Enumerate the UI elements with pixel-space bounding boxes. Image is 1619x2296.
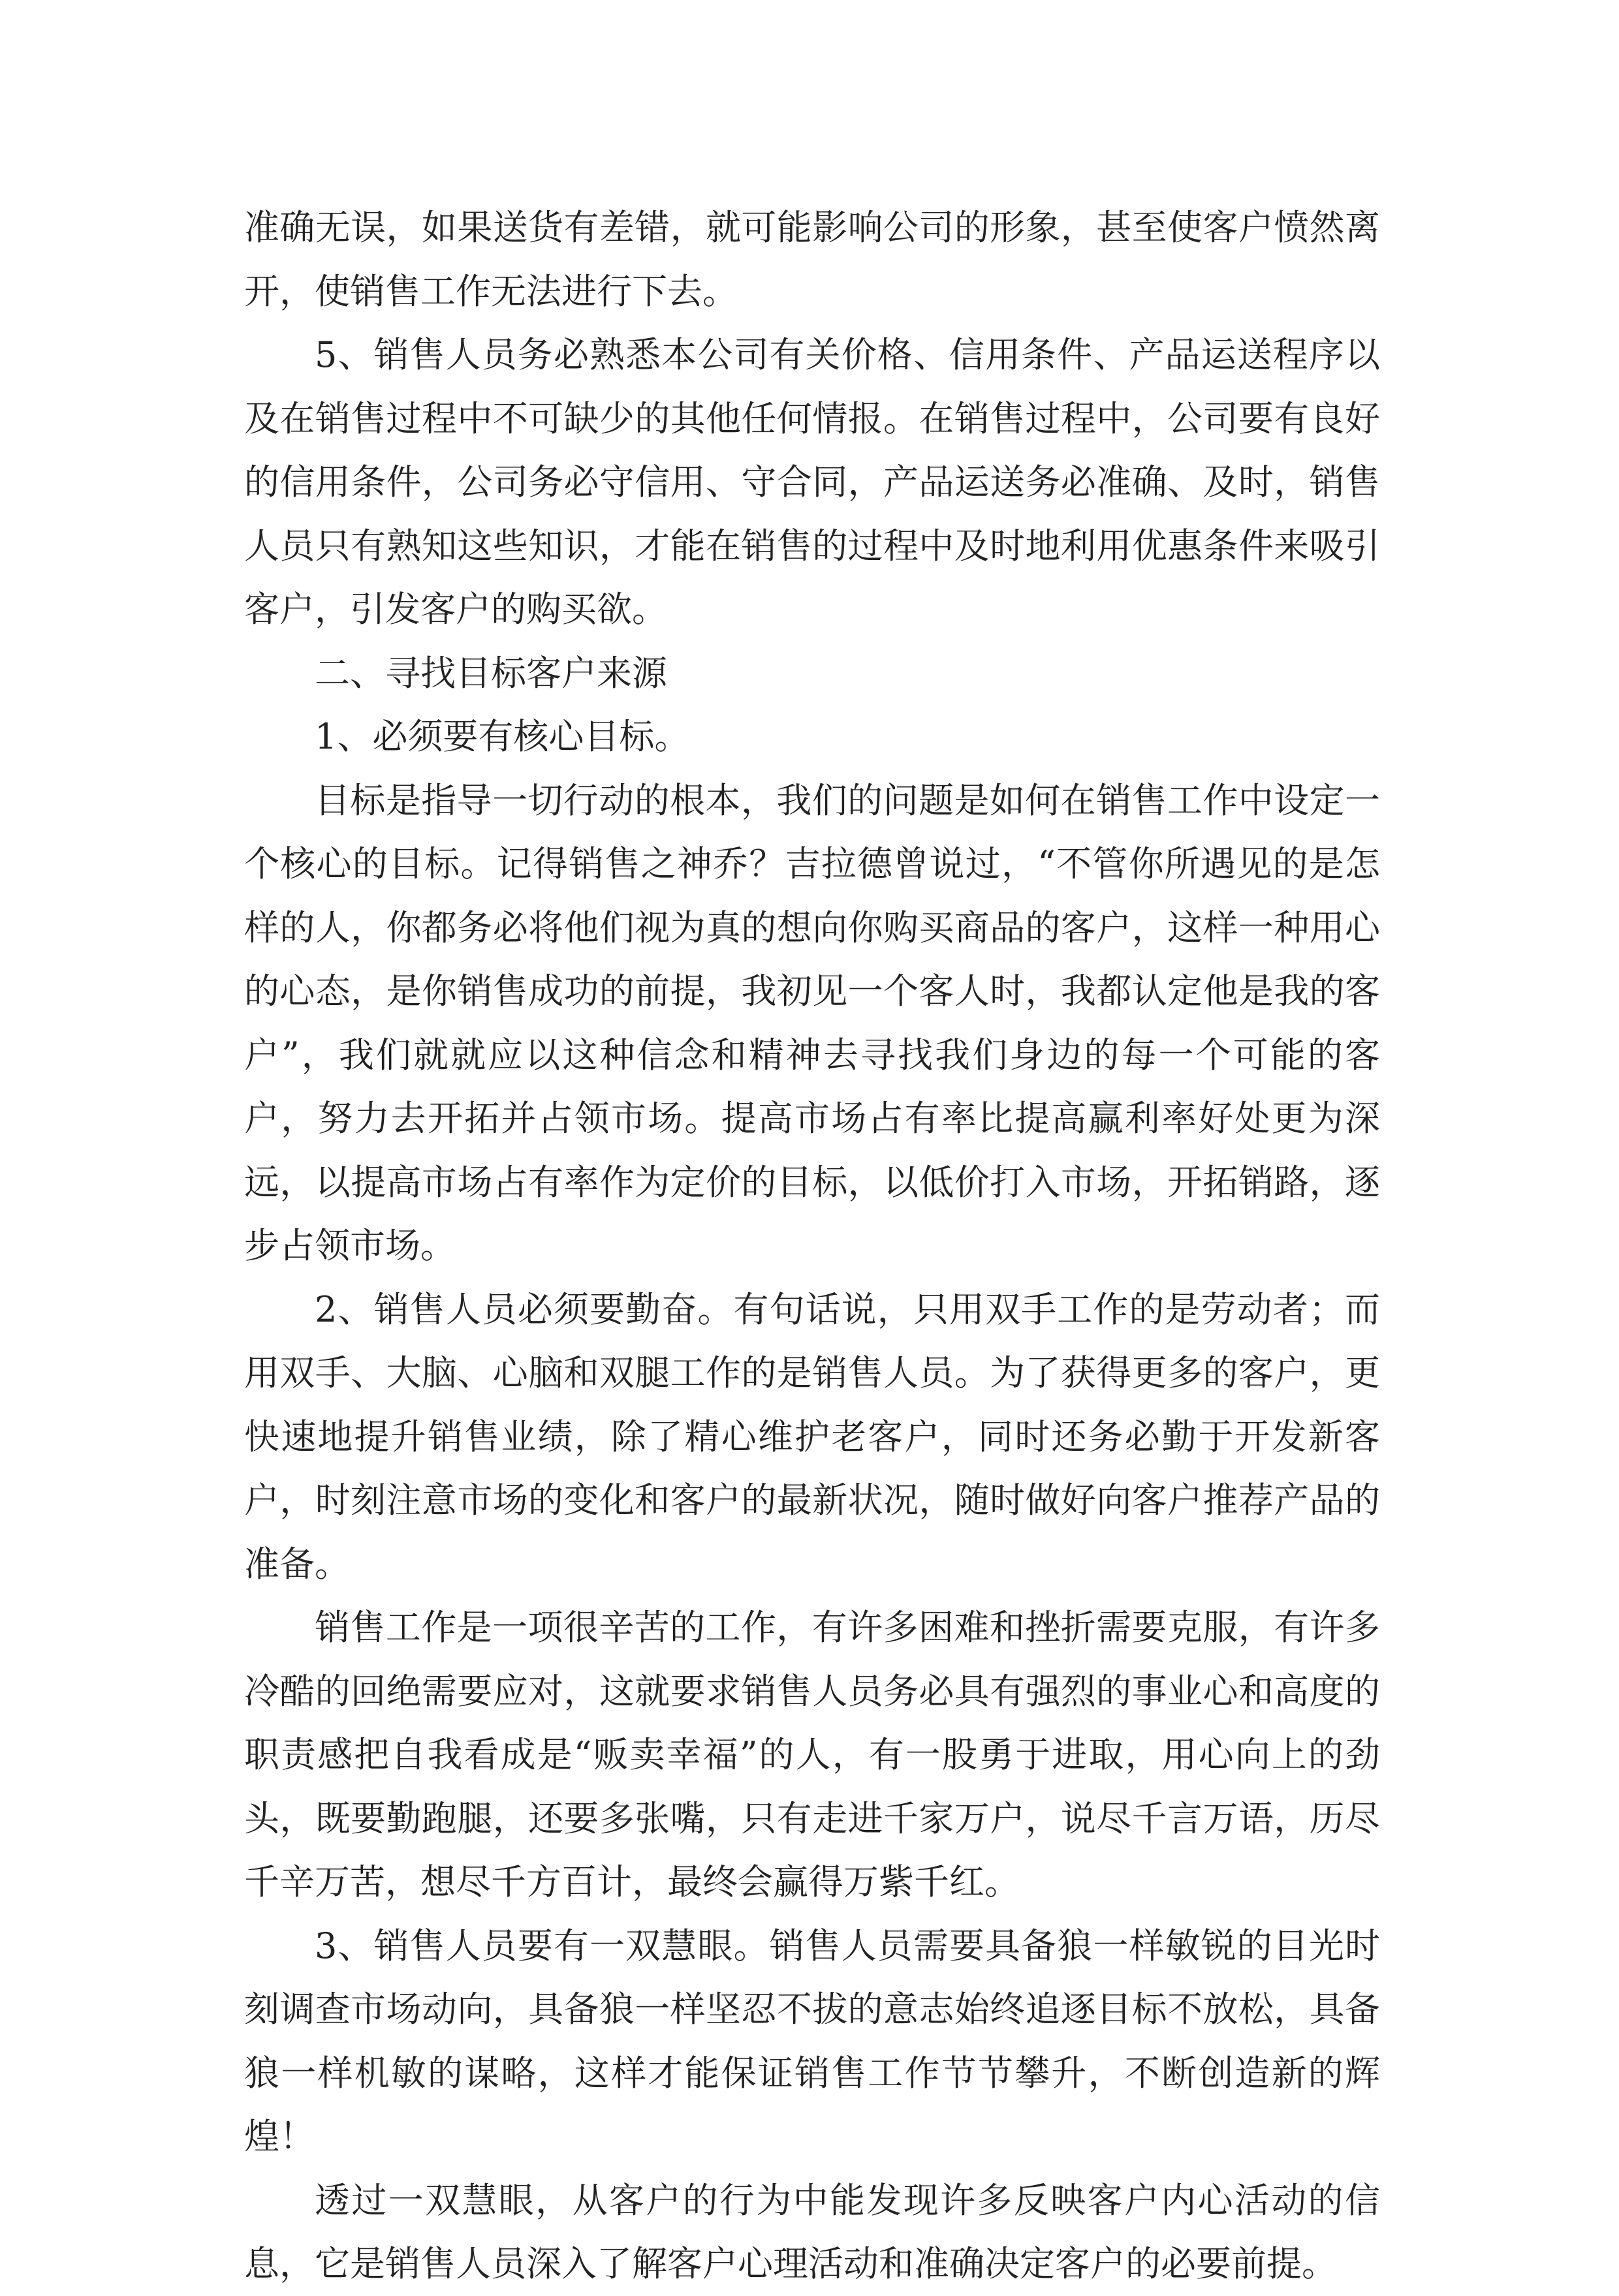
paragraph-keen-eye: 3、销售人员要有一双慧眼。销售人员需要具备狼一样敏锐的目光时刻调查市场动向，具备狼一样坚忍不拔的意志始终追逐目标不放松，具备狼一样机敏的谋略，这样才能保证销售工作节节攀升，不断创造新的辉煌！: [244, 1925, 1380, 2157]
subheading-core-goal: 1、必须要有核心目标。: [315, 716, 690, 757]
paragraph-core-goal: 目标是指导一切行动的根本，我们的问题是如何在销售工作中设定一个核心的目标。记得销售之神乔？吉拉德曾说过，“不管你所遇见的是怎样的人，你都务必将他们视为真的想向你购买商品的客户，这样一种用心的心态，是你销售成功的前提，我初见一个客人时，我都认定他是我的客户”，我们就就应以这种信念和精神去寻找我们身边的每一个可能的客户，努力去开拓并占领市场。提高市场占有率比提高赢利率好处更为深远，以提高市场占有率作为定价的目标，以低价打入市场，开拓销路，逐步占领市场。: [244, 779, 1380, 1266]
document-body: [244, 196, 1380, 2296]
section-heading-target-customers: 二、寻找目标客户来源: [315, 652, 667, 694]
paragraph-insight: 透过一双慧眼，从客户的行为中能发现许多反映客户内心活动的信息，它是销售人员深入了解客户心理活动和准确决定客户的必要前提。: [244, 2179, 1380, 2284]
paragraph-2: 5、销售人员务必熟悉本公司有关价格、信用条件、产品运送程序以及在销售过程中不可缺少的其他任何情报。在销售过程中，公司要有良好的信用条件，公司务必守信用、守合同，产品运送务必准确、及时，销售人员只有熟知这些知识，才能在销售的过程中及时地利用优惠条件来吸引客户，引发客户的购买欲。: [244, 334, 1380, 630]
paragraph-hard-work: 销售工作是一项很辛苦的工作，有许多困难和挫折需要克服，有许多冷酷的回绝需要应对，这就要求销售人员务必具有强烈的事业心和高度的职责感把自我看成是“贩卖幸福”的人，有一股勇于进取，用心向上的劲头，既要勤跑腿，还要多张嘴，只有走进千家万户，说尽千言万语，历尽千辛万苦，想尽千方百计，最终会赢得万紫千红。: [244, 1607, 1380, 1902]
paragraph-1: 准确无误，如果送货有差错，就可能影响公司的形象，甚至使客户愤然离开，使销售工作无法进行下去。: [244, 207, 1380, 312]
paragraph-diligence: 2、销售人员必须要勤奋。有句话说，只用双手工作的是劳动者；而用双手、大脑、心脑和双腿工作的是销售人员。为了获得更多的客户，更快速地提升销售业绩，除了精心维护老客户，同时还务必勤于开发新客户，时刻注意市场的变化和客户的最新状况，随时做好向客户推荐产品的准备。: [244, 1288, 1380, 1585]
